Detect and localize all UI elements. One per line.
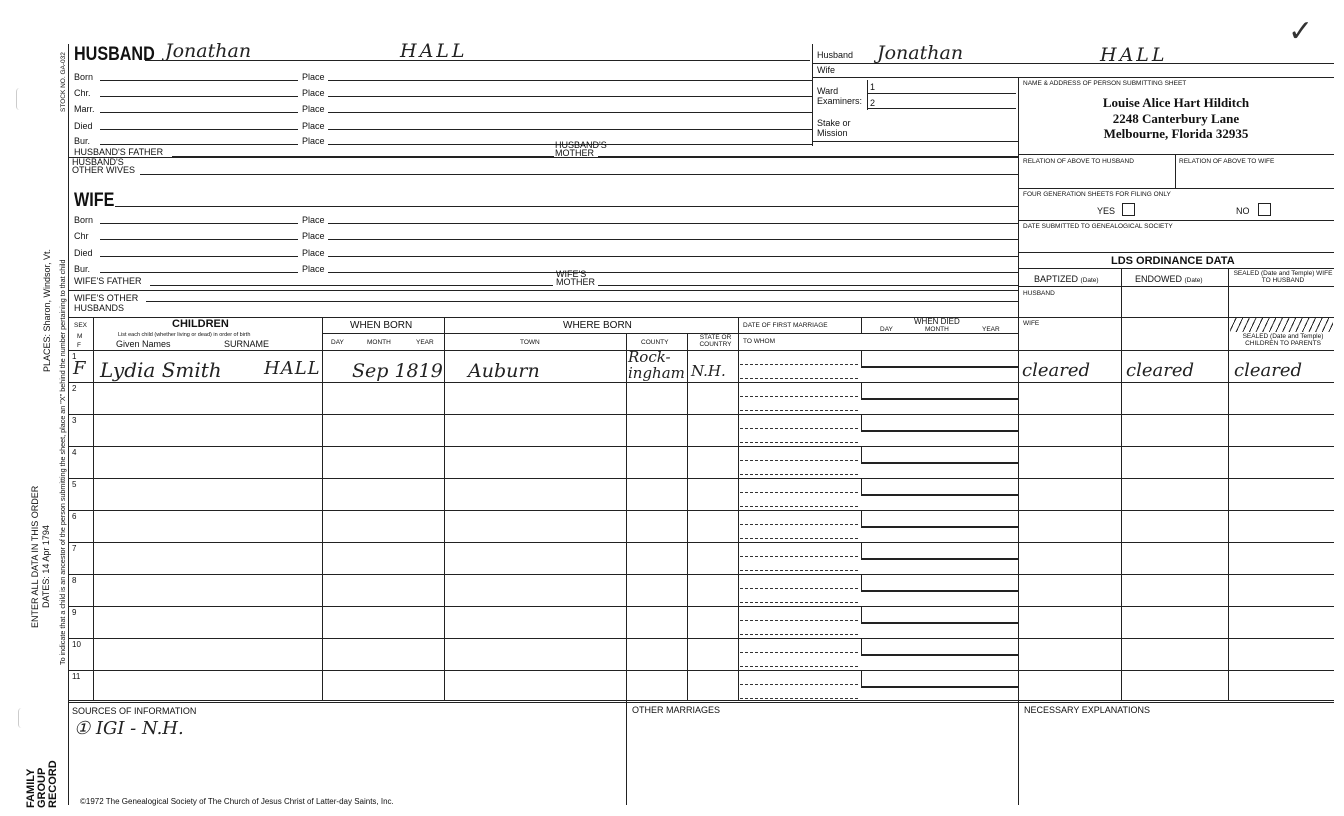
died-box-left (861, 414, 862, 430)
dates-note: DATES: 14 Apr 1794 (41, 525, 51, 608)
table-row (68, 542, 1334, 543)
born-year-header: YEAR (416, 339, 434, 346)
baptized-label (1034, 274, 1099, 286)
child-1-town[interactable]: Auburn (468, 360, 540, 382)
died-box-bottom (861, 494, 1018, 496)
four-gen-label: FOUR GENERATION SHEETS FOR FILING ONLY (1023, 191, 1171, 198)
table-row (68, 382, 1334, 383)
when-died-header: WHEN DIED (914, 317, 960, 326)
marriage-date-line (740, 556, 858, 557)
child-row-number: 2 (72, 384, 77, 393)
children-header: CHILDREN (172, 318, 229, 330)
wife-born-place-label: Place (302, 215, 325, 225)
table-row (68, 510, 1334, 511)
child-row-number: 5 (72, 480, 77, 489)
child-row-number: 3 (72, 416, 77, 425)
died-box-left (861, 606, 862, 622)
table-row (68, 414, 1334, 415)
marriage-date-line (740, 396, 858, 397)
enter-all-note: ENTER ALL DATA IN THIS ORDER (30, 485, 40, 628)
check-mark: ✓ (1288, 15, 1314, 48)
date-submitted-label: DATE SUBMITTED TO GENEALOGICAL SOCIETY (1023, 223, 1173, 230)
sex-f: F (77, 342, 81, 349)
husband-marr-place-label: Place (302, 104, 325, 114)
table-row (68, 574, 1334, 575)
right-husband-given[interactable]: Jonathan (877, 42, 964, 64)
stock-number: STOCK NO. GA-032 (60, 52, 67, 112)
right-husband-surname[interactable]: HALL (1100, 44, 1168, 66)
husband-heading: HUSBAND (74, 44, 155, 65)
died-box-left (861, 510, 862, 526)
born-month-header: MONTH (367, 339, 391, 346)
county-header: COUNTY (641, 339, 669, 346)
scan-artifact (16, 88, 23, 110)
husband-chr-label: Chr. (74, 88, 91, 98)
died-box-bottom (861, 462, 1018, 464)
died-month-header: MONTH (925, 326, 949, 333)
husband-born-place-label: Place (302, 72, 325, 82)
marriage-date-line (740, 652, 858, 653)
wife-died-place-label: Place (302, 248, 325, 258)
to-whom-line (740, 698, 858, 699)
died-box-left (861, 350, 862, 366)
other-marriages-label: OTHER MARRIAGES (632, 705, 721, 715)
marriage-date-line (740, 620, 858, 621)
died-box-bottom (861, 686, 1018, 688)
husband-bur-place-label: Place (302, 136, 325, 146)
marriage-date-line (740, 684, 858, 685)
died-box-left (861, 446, 862, 462)
died-box-bottom (861, 622, 1018, 624)
sealed-cleared[interactable]: cleared (1234, 360, 1303, 381)
relation-wife-label: RELATION OF ABOVE TO WIFE (1179, 158, 1275, 165)
sex-m: M (77, 333, 83, 340)
child-row-number: 6 (72, 512, 77, 521)
form-title (26, 748, 59, 808)
state-header: STATE OR COUNTRY (699, 334, 732, 348)
to-whom-line (740, 378, 858, 379)
died-box-bottom (861, 430, 1018, 432)
died-box-left (861, 542, 862, 558)
child-1-surname[interactable]: HALL (264, 358, 321, 379)
form-title-text: FAMILY GROUP RECORD (25, 760, 59, 808)
right-wife-label: Wife (817, 65, 835, 75)
husband-given-name[interactable]: Jonathan (165, 40, 252, 62)
table-header-rule (68, 350, 1334, 351)
wife-chr-place-label: Place (302, 231, 325, 241)
died-box-bottom (861, 398, 1018, 400)
wife-mother-label: WIFE'S MOTHER (556, 269, 595, 287)
died-box-left (861, 478, 862, 494)
lds-title: LDS ORDINANCE DATA (1111, 255, 1235, 267)
places-note: PLACES: Sharon, Windsor, Vt. (42, 248, 52, 372)
sealed-wife-label: SEALED (Date and Temple) WIFE TO HUSBAND (1233, 270, 1333, 284)
where-born-header: WHERE BORN (563, 320, 632, 331)
husband-died-place-label: Place (302, 121, 325, 131)
wife-born-label: Born (74, 215, 94, 225)
indicate-note: To indicate that a child is an ancestor of the person submitting the sheet, place an "X" behind the number pertaining to that child (58, 259, 67, 665)
marriage-date-line (740, 492, 858, 493)
given-names-header: Given Names (116, 339, 171, 349)
died-box-bottom (861, 366, 1018, 368)
to-whom-line (740, 506, 858, 507)
husband-chr-place-label: Place (302, 88, 325, 98)
died-box-bottom (861, 526, 1018, 528)
when-born-header: WHEN BORN (350, 320, 413, 331)
child-1-born[interactable]: Sep 1819 (352, 360, 443, 382)
husband-surname[interactable]: HALL (400, 40, 468, 62)
to-whom-line (740, 570, 858, 571)
husband-died-label: Died (74, 121, 93, 131)
table-row (68, 702, 1334, 703)
child-row-number: 10 (72, 640, 81, 649)
sources-label: SOURCES OF INFORMATION (72, 706, 197, 716)
endowed-cleared[interactable]: cleared (1126, 360, 1195, 381)
baptized-date-text: (Date) (1080, 277, 1099, 284)
baptized-text: BAPTIZED (1034, 274, 1079, 284)
lds-husband-label: HUSBAND (1023, 290, 1055, 297)
child-row-number: 1 (72, 352, 77, 361)
submitter-label: NAME & ADDRESS OF PERSON SUBMITTING SHEET (1023, 80, 1187, 87)
sealed-children-label: SEALED (Date and Temple) CHILDREN TO PARENTS (1242, 333, 1324, 347)
to-whom-line (740, 410, 858, 411)
endowed-label (1135, 274, 1203, 286)
husband-father-label: HUSBAND'S FATHER (74, 147, 164, 157)
examiner-1: 1 (870, 82, 876, 92)
sources-entry[interactable]: ① IGI - N.H. (74, 718, 184, 739)
wife-other-husbands-label: WIFE'S OTHER HUSBANDS (74, 293, 139, 313)
husband-other-wives-label: HUSBAND'S OTHER WIVES (72, 157, 136, 175)
child-1-given[interactable]: Lydia Smith (100, 358, 222, 382)
marriage-date-line (740, 364, 858, 365)
died-day-header: DAY (880, 326, 893, 333)
died-box-left (861, 382, 862, 398)
copyright: ©1972 The Genealogical Society of The Church of Jesus Christ of Latter-day Saints, Inc. (80, 797, 394, 806)
husband-mother-label: HUSBAND'S MOTHER (555, 140, 607, 158)
marriage-date-line (740, 460, 858, 461)
died-box-left (861, 670, 862, 686)
table-row (68, 670, 1334, 671)
to-whom-line (740, 538, 858, 539)
to-whom-header: TO WHOM (743, 338, 776, 345)
submitter-city[interactable]: Melbourne, Florida 32935 (1103, 126, 1249, 141)
husband-marr-label: Marr. (74, 104, 95, 114)
to-whom-line (740, 634, 858, 635)
child-row-number: 9 (72, 608, 77, 617)
yes-label: YES (1097, 206, 1116, 216)
husband-born-label: Born (74, 72, 94, 82)
child-1-county[interactable]: Rock-ingham (628, 348, 685, 382)
child-row-number: 7 (72, 544, 77, 553)
wife-chr-label: Chr (74, 231, 89, 241)
ward-examiners-label: Ward Examiners: (817, 86, 863, 106)
endowed-text: ENDOWED (1135, 274, 1182, 284)
submitter-name[interactable]: Louise Alice Hart Hilditch (1102, 95, 1250, 110)
died-box-left (861, 574, 862, 590)
child-row-number: 8 (72, 576, 77, 585)
table-row (68, 606, 1334, 607)
baptized-cleared[interactable]: cleared (1022, 360, 1091, 381)
scan-artifact (18, 708, 25, 728)
yes-checkbox[interactable] (1122, 203, 1135, 216)
surname-header: SURNAME (224, 339, 270, 349)
first-marriage-header: DATE OF FIRST MARRIAGE (743, 322, 828, 329)
marriage-date-line (740, 428, 858, 429)
wife-father-label: WIFE'S FATHER (74, 276, 142, 286)
born-day-header: DAY (331, 339, 344, 346)
husband-bur-label: Bur. (74, 136, 91, 146)
died-box-bottom (861, 590, 1018, 592)
relation-husband-label: RELATION OF ABOVE TO HUSBAND (1023, 158, 1134, 165)
sealed-wife-hatch (1230, 318, 1333, 332)
town-header: TOWN (520, 339, 540, 346)
child-row-number: 11 (72, 672, 81, 681)
died-box-bottom (861, 654, 1018, 656)
marriage-date-line (740, 524, 858, 525)
no-label: NO (1236, 206, 1250, 216)
child-1-sex[interactable]: F (73, 358, 86, 379)
examiner-2: 2 (870, 98, 876, 108)
to-whom-line (740, 474, 858, 475)
stake-mission-label: Stake or Mission (817, 118, 851, 138)
to-whom-line (740, 442, 858, 443)
child-1-state[interactable]: N.H. (691, 362, 726, 380)
table-row (68, 478, 1334, 479)
marriage-date-line (740, 588, 858, 589)
sex-header: SEX (74, 322, 88, 329)
children-instructions: List each child (whether living or dead) in order of birth (118, 332, 251, 338)
died-year-header: YEAR (982, 326, 1000, 333)
no-checkbox[interactable] (1258, 203, 1271, 216)
endowed-date-text: (Date) (1184, 277, 1203, 284)
died-box-bottom (861, 558, 1018, 560)
table-row (68, 446, 1334, 447)
right-husband-label: Husband (817, 50, 854, 60)
lds-wife-label: WIFE (1023, 320, 1040, 327)
wife-died-label: Died (74, 248, 93, 258)
wife-bur-label: Bur. (74, 264, 91, 274)
necessary-explanations-label: NECESSARY EXPLANATIONS (1024, 705, 1151, 715)
died-box-left (861, 638, 862, 654)
wife-heading: WIFE (74, 190, 115, 211)
table-row (68, 638, 1334, 639)
wife-bur-place-label: Place (302, 264, 325, 274)
to-whom-line (740, 602, 858, 603)
submitter-street[interactable]: 2248 Canterbury Lane (1112, 111, 1240, 126)
child-row-number: 4 (72, 448, 77, 457)
to-whom-line (740, 666, 858, 667)
